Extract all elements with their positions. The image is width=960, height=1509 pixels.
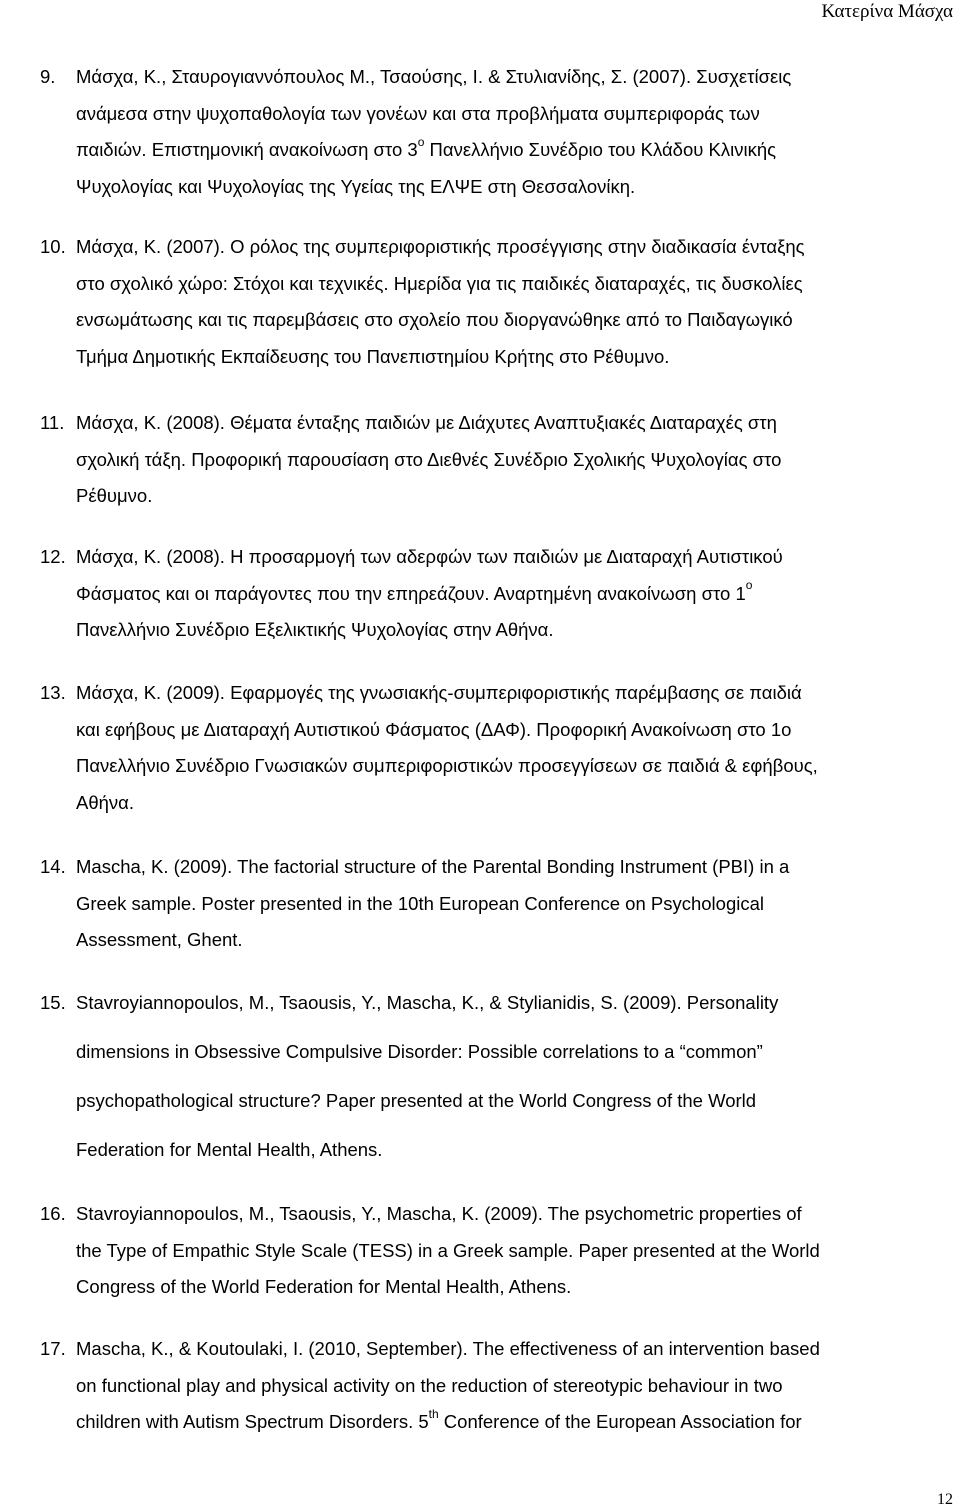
reference-number: 10.	[40, 236, 66, 257]
reference-15	[40, 978, 954, 1174]
reference-line: 13. Μάσχα, Κ. (2009). Εφαρμογές της γνωσιακής-συμπεριφοριστικής παρέμβασης σε παιδιά	[40, 675, 954, 712]
reference-line: Φάσματος και οι παράγοντες που την επηρεάζουν. Αναρτημένη ανακοίνωση στο $1^o$	[76, 578, 753, 604]
reference-line: Assessment, Ghent.	[76, 929, 243, 950]
reference-number: 13.	[40, 682, 66, 703]
reference-number: 11.	[40, 412, 65, 433]
reference-line: dimensions in Obsessive Compulsive Disorder: Possible correlations to a “common”	[76, 1041, 763, 1062]
reference-line: 9. Μάσχα, Κ., Σταυρογιαννόπουλος Μ., Τσαούσης, Ι. & Στυλιανίδης, Σ. (2007). Συσχετίσεις	[40, 59, 954, 96]
reference-line: Federation for Mental Health, Athens.	[76, 1139, 383, 1160]
reference-17	[40, 1331, 954, 1441]
reference-line: 16. Stavroyiannopoulos, M., Tsaousis, Y., Mascha, K. (2009). The psychometric properties of	[40, 1196, 954, 1233]
reference-line: Greek sample. Poster presented in the 10th European Conference on Psychological	[76, 892, 764, 914]
reference-line: psychopathological structure? Paper presented at the World Congress of the World	[76, 1090, 757, 1111]
reference-line: ενσωμάτωσης και τις παρεμβάσεις στο σχολείο που διοργανώθηκε από το Παιδαγωγικό	[76, 309, 793, 330]
reference-line: 14. Mascha, K. (2009). The factorial structure of the Parental Bonding Instrument (PBI) in a	[40, 849, 954, 886]
reference-number: 12.	[40, 546, 66, 567]
reference-line: 11. Μάσχα, Κ. (2008). Θέματα ένταξης παιδιών με Διάχυτες Αναπτυξιακές Διαταραχές στη	[40, 405, 954, 442]
reference-line: Αθήνα.	[76, 791, 135, 813]
reference-13	[40, 675, 954, 821]
reference-line: σχολική τάξη. Προφορική παρουσίαση στο Διεθνές Συνέδριο Σχολικής Ψυχολογίας στο	[76, 448, 782, 470]
reference-line: children with Autism Spectrum Disorders. 5th Conference of the European Association for	[76, 1406, 802, 1432]
reference-line: στο σχολικό χώρο: Στόχοι και τεχνικές. Ημερίδα για τις παιδικές διαταραχές, τις δυσκολίες	[76, 272, 803, 294]
reference-line: 17. Mascha, K., & Koutoulaki, I. (2010, September). The effectiveness of an intervention based	[40, 1331, 954, 1368]
reference-number: 17.	[40, 1338, 66, 1359]
reference-line: the Type of Empathic Style Scale (TESS) in a Greek sample. Paper presented at the World	[76, 1239, 820, 1261]
reference-line: παιδιών. Επιστημονική ανακοίνωση στο $3^o$ Πανελλήνιο Συνέδριο του Κλάδου Κλινικής	[76, 134, 777, 160]
reference-line: 10. Μάσχα, Κ. (2007). Ο ρόλος της συμπεριφοριστικής προσέγγισης στην διαδικασία ένταξης	[40, 229, 954, 266]
reference-line: ανάμεσα στην ψυχοπαθολογία των γονέων και στα προβλήματα συμπεριφοράς των	[76, 102, 760, 124]
reference-number: 16.	[40, 1203, 66, 1224]
reference-number: 9.	[40, 66, 56, 87]
reference-16	[40, 1196, 954, 1306]
page-header-author: Κατερίνα Μάσχα	[821, 1, 953, 22]
reference-line: 15. Stavroyiannopoulos, M., Tsaousis, Y., Mascha, K., & Stylianidis, S. (2009). Personality	[40, 978, 954, 1027]
reference-line: Πανελλήνιο Συνέδριο Γνωσιακών συμπεριφοριστικών προσεγγίσεων σε παιδιά & εφήβους,	[76, 755, 818, 776]
reference-line: Πανελλήνιο Συνέδριο Εξελικτικής Ψυχολογίας στην Αθήνα.	[76, 619, 554, 640]
reference-line: 12. Μάσχα, Κ. (2008). Η προσαρμογή των αδερφών των παιδιών με Διαταραχή Αυτιστικού	[40, 539, 954, 576]
reference-9	[40, 59, 954, 205]
reference-line: και εφήβους με Διαταραχή Αυτιστικού Φάσματος (ΔΑΦ). Προφορική Ανακοίνωση στο 1ο	[76, 718, 792, 740]
reference-11	[40, 405, 954, 515]
reference-14	[40, 849, 954, 959]
reference-number: 15.	[40, 992, 66, 1013]
reference-12	[40, 539, 954, 649]
reference-line: Congress of the World Federation for Mental Health, Athens.	[76, 1276, 572, 1297]
reference-number: 14.	[40, 856, 66, 877]
reference-10	[40, 229, 954, 375]
page-number: 12	[937, 1491, 953, 1508]
reference-line: Ρέθυμνο.	[76, 485, 153, 506]
reference-line: Τμήμα Δημοτικής Εκπαίδευσης του Πανεπιστημίου Κρήτης στο Ρέθυμνο.	[76, 345, 670, 367]
reference-line: Ψυχολογίας και Ψυχολογίας της Υγείας της ΕΛΨΕ στη Θεσσαλονίκη.	[76, 175, 636, 197]
reference-line: on functional play and physical activity on the reduction of stereotypic behaviour in two	[76, 1374, 783, 1396]
